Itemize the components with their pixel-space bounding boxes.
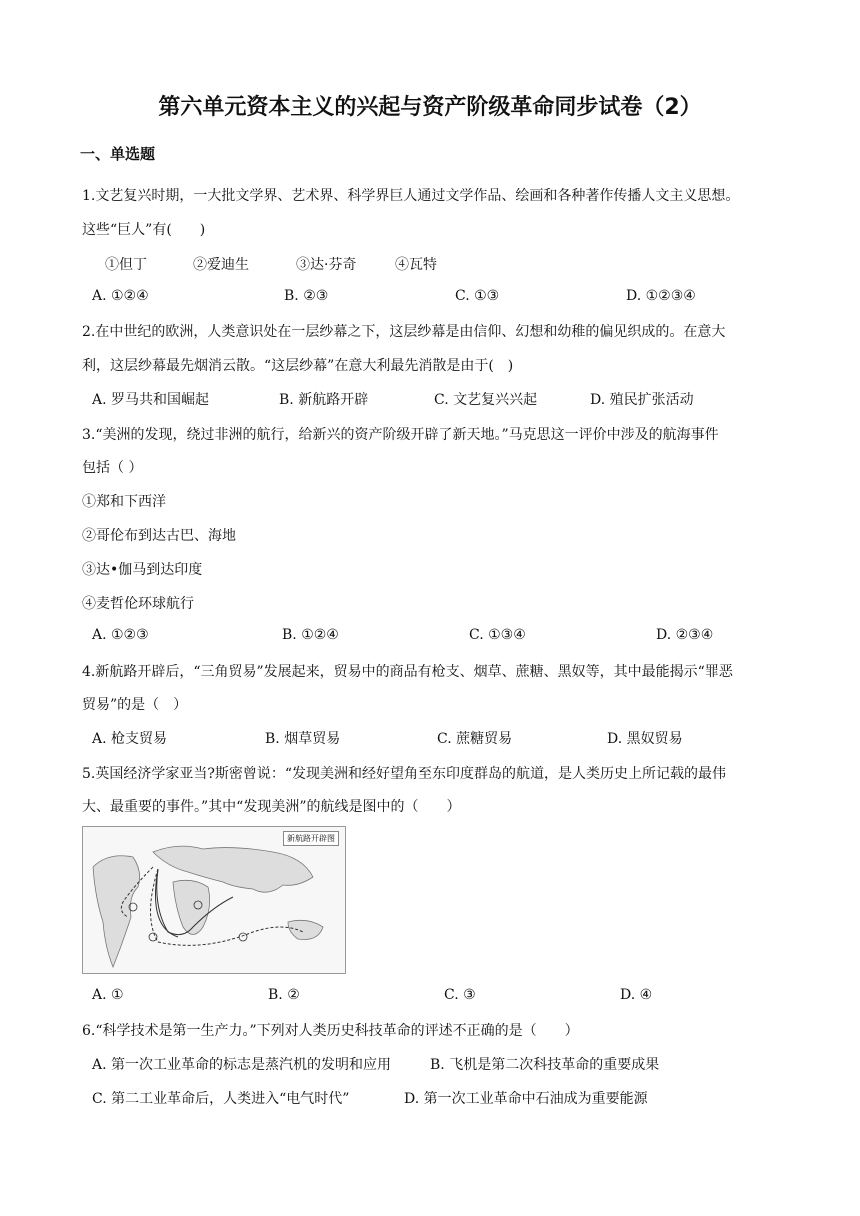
question-5-stem-cont: 大、最重要的事件。”其中“发现美洲”的航线是图中的（ ）: [82, 799, 461, 815]
question-3-option-d[interactable]: D. ②③④: [656, 627, 714, 643]
question-1-item: ④瓦特: [395, 257, 437, 273]
question-1-option-d[interactable]: D. ①②③④: [626, 288, 696, 304]
question-4-stem-cont: 贸易”的是（ ）: [82, 697, 188, 713]
question-5-option-a[interactable]: A. ①: [92, 987, 124, 1003]
question-1-item: ②爱迪生: [193, 257, 249, 273]
question-4-option-d[interactable]: D. 黑奴贸易: [607, 731, 683, 747]
question-2-stem: 2.在中世纪的欧洲，人类意识处在一层纱幕之下，这层纱幕是由信仰、幻想和幼稚的偏见织成的。在意大: [82, 324, 726, 340]
question-5-option-b[interactable]: B. ②: [268, 987, 300, 1003]
question-5-option-d[interactable]: D. ④: [620, 987, 653, 1003]
question-3-stem-cont: 包括（ ）: [82, 460, 143, 476]
question-3-option-b[interactable]: B. ①②④: [282, 627, 339, 643]
route-map-image: [82, 826, 346, 974]
question-3-item: ①郑和下西洋: [82, 494, 166, 510]
section-heading: 一、单选题: [80, 145, 156, 163]
question-2-option-c[interactable]: C. 文艺复兴兴起: [434, 392, 538, 408]
question-4-option-b[interactable]: B. 烟草贸易: [265, 731, 341, 747]
question-1-option-b[interactable]: B. ②③: [284, 288, 329, 304]
question-3-stem: 3.“美洲的发现，绕过非洲的航行，给新兴的资产阶级开辟了新天地。”马克思这一评价中涉及的航海事件: [82, 427, 719, 443]
question-3-option-c[interactable]: C. ①③④: [469, 627, 526, 643]
question-5-stem: 5.英国经济学家亚当?斯密曾说：“发现美洲和经好望角至东印度群岛的航道，是人类历史上所记载的最伟: [82, 766, 727, 782]
question-1-option-c[interactable]: C. ①③: [455, 288, 500, 304]
question-1-item: ①但丁: [105, 257, 147, 273]
question-6-option-a[interactable]: A. 第一次工业革命的标志是蒸汽机的发明和应用: [92, 1057, 392, 1073]
question-3-option-a[interactable]: A. ①②③: [92, 627, 149, 643]
question-3-item: ②哥伦布到达古巴、海地: [82, 528, 236, 544]
question-2-stem-cont: 利，这层纱幕最先烟消云散。“这层纱幕”在意大利最先消散是由于( ): [82, 358, 514, 374]
question-4-stem: 4.新航路开辟后，“三角贸易”发展起来，贸易中的商品有枪支、烟草、蔗糖、黑奴等，其中最能揭示“罪恶: [82, 664, 733, 680]
question-4-option-a[interactable]: A. 枪支贸易: [92, 731, 168, 747]
question-2-option-a[interactable]: A. 罗马共和国崛起: [92, 392, 210, 408]
question-4-option-c[interactable]: C. 蔗糖贸易: [437, 731, 513, 747]
question-2-option-d[interactable]: D. 殖民扩张活动: [590, 392, 694, 408]
question-6-option-d[interactable]: D. 第一次工业革命中石油成为重要能源: [404, 1091, 648, 1107]
question-5-option-c[interactable]: C. ③: [444, 987, 476, 1003]
page-title: 第六单元资本主义的兴起与资产阶级革命同步试卷（2）: [158, 95, 702, 120]
question-1-option-a[interactable]: A. ①②④: [92, 288, 149, 304]
world-map-illustration: [83, 827, 345, 973]
question-2-option-b[interactable]: B. 新航路开辟: [279, 392, 369, 408]
question-1-stem: 1.文艺复兴时期，一大批文学界、艺术界、科学界巨人通过文学作品、绘画和各种著作传播人文主义思想。: [82, 188, 740, 204]
question-3-item: ③达•伽马到达印度: [82, 562, 203, 578]
question-6-stem: 6.“科学技术是第一生产力。”下列对人类历史科技革命的评述不正确的是（ ）: [82, 1023, 579, 1039]
question-1-item: ③达·芬奇: [296, 257, 357, 273]
question-1-stem-cont: 这些“巨人”有( ): [82, 222, 206, 238]
map-title-label: 新航路开辟图: [283, 831, 339, 846]
question-6-option-c[interactable]: C. 第二工业革命后，人类进入“电气时代”: [92, 1091, 350, 1107]
question-6-option-b[interactable]: B. 飞机是第二次科技革命的重要成果: [430, 1057, 660, 1073]
question-3-item: ④麦哲伦环球航行: [82, 596, 194, 612]
